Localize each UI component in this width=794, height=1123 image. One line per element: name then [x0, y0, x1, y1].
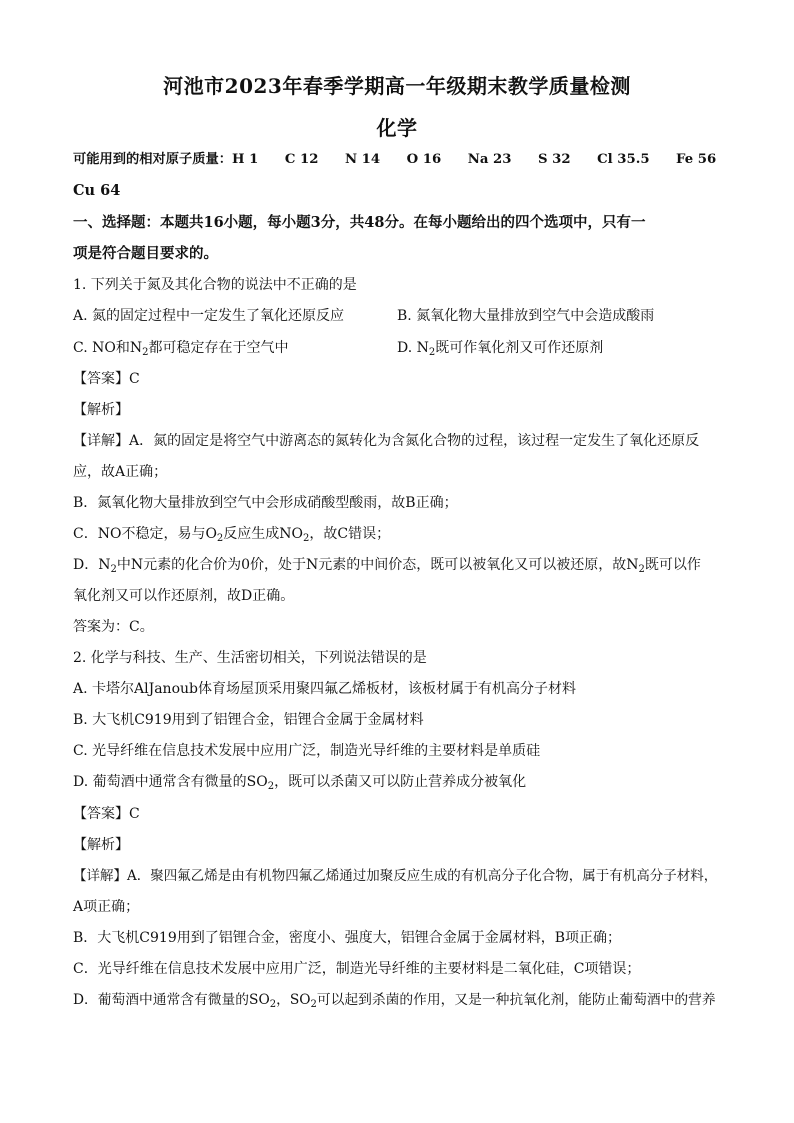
q2-detail-a-line-2: A项正确；: [73, 899, 140, 915]
subject-title: 化学: [376, 116, 418, 140]
q2-analysis-label: 【解析】: [73, 837, 129, 853]
q1-detail-a-line-2: 应，故A正确；: [73, 464, 168, 480]
section-heading-line-2: 项是符合题目要求的。: [73, 245, 218, 262]
q2-answer: 【答案】C: [73, 806, 140, 822]
q2-option-a: A. 卡塔尔AlJanoub体育场屋顶采用聚四氟乙烯板材，该板材属于有机高分子材料: [73, 681, 576, 697]
q2-option-d: D. 葡萄酒中通常含有微量的$SO_2$，既可以杀菌又可以防止营养成分被氧化: [73, 774, 527, 792]
q1-detail-b: B．氮氧化物大量排放到空气中会形成硝酸型酸雨，故B正确；: [73, 495, 458, 511]
q2-stem: 2. 化学与科技、生产、生活密切相关，下列说法错误的是: [73, 650, 427, 666]
atomic-masses-line-1: 可能用到的相对原子质量：H 1 C 12 N 14 O 16 Na 23 S 32 Cl 35.5 Fe 56: [73, 152, 717, 167]
q1-stem: 1. 下列关于氮及其化合物的说法中不正确的是: [73, 277, 357, 293]
exam-title: 河池市2023年春季学期高一年级期末教学质量检测: [163, 74, 631, 98]
q1-final-answer: 答案为：C。: [73, 619, 154, 635]
q2-detail-b: B．大飞机C919用到了铝锂合金，密度小、强度大，铝锂合金属于金属材料，B项正确；: [73, 930, 622, 946]
q2-option-c: C. 光导纤维在信息技术发展中应用广泛，制造光导纤维的主要材料是单质硅: [73, 743, 541, 759]
q1-option-d: D. $N_2$既可作氧化剂又可作还原剂: [397, 340, 604, 358]
q1-answer: 【答案】C: [73, 371, 140, 387]
q2-detail-c: C．光导纤维在信息技术发展中应用广泛，制造光导纤维的主要材料是二氧化硅，C项错误；: [73, 961, 641, 977]
q1-option-a: A. 氮的固定过程中一定发生了氧化还原反应: [73, 308, 345, 324]
q1-option-b: B. 氮氧化物大量排放到空气中会造成酸雨: [397, 308, 655, 324]
q1-detail-c: C．NO不稳定，易与$O_2$反应生成$NO_2$，故C错误；: [73, 526, 391, 544]
q2-detail-d: D．葡萄酒中通常含有微量的$SO_2$，$SO_2$可以起到杀菌的作用，又是一种抗氧化剂，能防止葡萄酒中的营养: [73, 992, 716, 1010]
q1-detail-a-line-1: 【详解】A．氮的固定是将空气中游离态的氮转化为含氮化合物的过程，该过程一定发生了氧化还原反: [73, 433, 700, 449]
q2-detail-a-line-1: 【详解】A．聚四氟乙烯是由有机物四氟乙烯通过加聚反应生成的有机高分子化合物，属于有机高分子材料，: [73, 868, 718, 884]
q1-analysis-label: 【解析】: [73, 402, 129, 418]
q2-option-b: B. 大飞机C919用到了铝锂合金，铝锂合金属于金属材料: [73, 712, 424, 728]
atomic-masses-line-2: Cu 64: [73, 182, 121, 199]
section-heading-line-1: 一、选择题：本题共16小题，每小题3分，共48分。在每小题给出的四个选项中，只有一: [73, 214, 646, 231]
q1-detail-d-line-2: 氧化剂又可以作还原剂，故D正确。: [73, 588, 295, 604]
q1-option-c: C. NO和$N_2$都可稳定存在于空气中: [73, 340, 289, 358]
q1-detail-d-line-1: D．$N_2$中N元素的化合价为0价，处于N元素的中间价态，既可以被氧化又可以被还原，故$N_2$既可以作: [73, 557, 701, 575]
